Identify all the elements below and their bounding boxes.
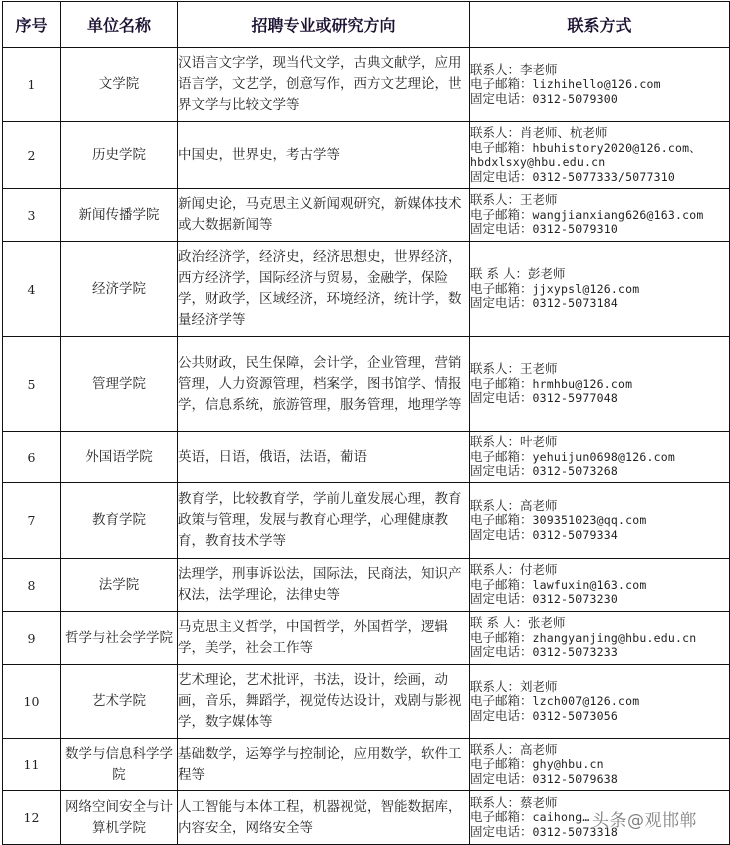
row-index: 8 xyxy=(3,559,61,612)
contact-phone: 固定电话：0312-5079638 xyxy=(470,770,618,786)
contact-person: 联系人：付老师 xyxy=(470,562,558,578)
row-field: 人工智能与本体工程，机器视觉，智能数据库，内容安全，网络安全等 xyxy=(178,791,470,845)
row-contact xyxy=(470,122,730,189)
contact-person: 联 系 人：彭老师 xyxy=(470,266,566,282)
contact-email[interactable]: 电子邮箱：yehuijun0698@126.com xyxy=(470,448,675,464)
table-row xyxy=(3,432,730,483)
row-field: 马克思主义哲学，中国哲学，外国哲学，逻辑学，美学，社会工作等 xyxy=(178,612,470,665)
contact-phone: 固定电话：0312-5977048 xyxy=(470,390,618,406)
contact-phone: 固定电话：0312-5079310 xyxy=(470,221,618,237)
contact-person: 联系人：王老师 xyxy=(470,192,558,208)
row-field: 政治经济学，经济史，经济思想史，世界经济，西方经济学，国际经济与贸易，金融学，保险学，财政学，区域经济，环境经济，统计学，数量经济学等 xyxy=(178,242,470,337)
table-row xyxy=(3,189,730,242)
row-unit: 网络空间安全与计算机学院 xyxy=(61,791,178,845)
row-contact xyxy=(470,665,730,739)
row-index: 7 xyxy=(3,483,61,559)
contact-phone: 固定电话：0312-5073184 xyxy=(470,295,618,311)
row-index: 12 xyxy=(3,791,61,845)
row-index: 3 xyxy=(3,189,61,242)
row-unit: 哲学与社会学学院 xyxy=(61,612,178,665)
contact-email[interactable]: 电子邮箱：lawfuxin@163.com xyxy=(470,576,647,592)
contact-phone: 固定电话：0312-5073318 xyxy=(470,823,618,839)
row-unit: 管理学院 xyxy=(61,337,178,432)
table-row xyxy=(3,122,730,189)
contact-phone: 固定电话：0312-5073268 xyxy=(470,463,618,479)
row-field: 汉语言文字学，现当代文学，古典文献学，应用语言学，文艺学，创意写作，西方文艺理论，世界文学与比较文学等 xyxy=(178,48,470,122)
contact-email[interactable]: 电子邮箱：wangjianxiang626@163.com xyxy=(470,206,704,222)
contact-phone: 固定电话：0312-5073056 xyxy=(470,707,618,723)
recruitment-table xyxy=(2,1,730,845)
row-index: 10 xyxy=(3,665,61,739)
contact-phone: 固定电话：0312-5073230 xyxy=(470,591,618,607)
contact-person: 联系人：肖老师、杭老师 xyxy=(470,125,608,140)
contact-person: 联 系 人：张老师 xyxy=(470,615,566,631)
row-field: 英语，日语，俄语，法语，葡语 xyxy=(178,432,470,483)
contact-phone: 固定电话：0312-5077333/5077310 xyxy=(470,168,675,184)
table-row xyxy=(3,337,730,432)
contact-person: 联系人：刘老师 xyxy=(470,678,558,694)
row-contact xyxy=(470,48,730,122)
row-unit: 艺术学院 xyxy=(61,665,178,739)
row-contact xyxy=(470,337,730,432)
contact-email[interactable]: 电子邮箱：lizhihello@126.com xyxy=(470,76,661,92)
row-field: 公共财政，民生保障，会计学，企业管理，营销管理，人力资源管理，档案学，图书馆学、情报学，信息系统，旅游管理，服务管理，地理学等 xyxy=(178,337,470,432)
contact-phone: 固定电话：0312-5079334 xyxy=(470,526,618,542)
row-field: 教育学，比较教育学，学前儿童发展心理，教育政策与管理，发展与教育心理学，心理健康教育，教育技术学等 xyxy=(178,483,470,559)
contact-email[interactable]: 电子邮箱：caihong… xyxy=(470,809,590,825)
table-row xyxy=(3,559,730,612)
row-contact xyxy=(470,559,730,612)
header-contact: 联系方式 xyxy=(470,2,730,48)
row-field: 艺术理论，艺术批评，书法，设计，绘画，动画，音乐，舞蹈学，视觉传达设计，戏剧与影视学，数字媒体等 xyxy=(178,665,470,739)
row-unit: 教育学院 xyxy=(61,483,178,559)
row-contact xyxy=(470,483,730,559)
header-index: 序号 xyxy=(3,2,61,48)
row-contact xyxy=(470,242,730,337)
contact-person: 联系人：蔡老师 xyxy=(470,794,558,810)
contact-person: 联系人：王老师 xyxy=(470,361,558,377)
contact-email[interactable]: 电子邮箱：lzch007@126.com xyxy=(470,693,640,709)
table-row xyxy=(3,48,730,122)
contact-email[interactable]: 电子邮箱：hrmhbu@126.com xyxy=(470,375,633,391)
row-contact xyxy=(470,612,730,665)
contact-email[interactable]: 电子邮箱：jjxypsl@126.com xyxy=(470,280,640,296)
row-unit: 经济学院 xyxy=(61,242,178,337)
contact-email[interactable]: 电子邮箱：ghy@hbu.cn xyxy=(470,756,604,772)
contact-person: 联系人：高老师 xyxy=(470,497,558,513)
row-contact xyxy=(470,739,730,791)
contact-email[interactable]: 电子邮箱：hbuhistory2020@126.com、 xyxy=(470,139,701,155)
header-field: 招聘专业或研究方向 xyxy=(178,2,470,48)
table-row xyxy=(3,612,730,665)
row-index: 9 xyxy=(3,612,61,665)
header-unit: 单位名称 xyxy=(61,2,178,48)
contact-email[interactable]: 电子邮箱：zhangyanjing@hbu.edu.cn xyxy=(470,629,697,645)
row-unit: 外国语学院 xyxy=(61,432,178,483)
row-index: 4 xyxy=(3,242,61,337)
row-contact xyxy=(470,189,730,242)
contact-person: 联系人：叶老师 xyxy=(470,434,558,450)
row-unit: 新闻传播学院 xyxy=(61,189,178,242)
row-unit: 数学与信息科学学院 xyxy=(61,739,178,791)
row-index: 2 xyxy=(3,122,61,189)
source-watermark: 头条@观邯郸 xyxy=(592,811,697,831)
row-field: 新闻史论，马克思主义新闻观研究，新媒体技术或大数据新闻等 xyxy=(178,189,470,242)
row-index: 5 xyxy=(3,337,61,432)
row-contact xyxy=(470,432,730,483)
contact-email-secondary[interactable]: hbdxlsxy@hbu.edu.cn xyxy=(470,155,606,169)
contact-phone: 固定电话：0312-5079300 xyxy=(470,90,618,106)
table-header-row xyxy=(3,2,730,48)
row-index: 6 xyxy=(3,432,61,483)
row-unit: 历史学院 xyxy=(61,122,178,189)
row-field: 中国史，世界史，考古学等 xyxy=(178,122,470,189)
table-row xyxy=(3,483,730,559)
table-row xyxy=(3,739,730,791)
row-field: 基础数学，运筹学与控制论，应用数学，软件工程等 xyxy=(178,739,470,791)
contact-phone: 固定电话：0312-5073233 xyxy=(470,644,618,660)
table-row xyxy=(3,242,730,337)
row-index: 1 xyxy=(3,48,61,122)
contact-person: 联系人：高老师 xyxy=(470,741,558,757)
contact-person: 联系人：李老师 xyxy=(470,61,558,77)
table-row xyxy=(3,665,730,739)
row-unit: 文学院 xyxy=(61,48,178,122)
row-unit: 法学院 xyxy=(61,559,178,612)
row-index: 11 xyxy=(3,739,61,791)
row-field: 法理学，刑事诉讼法，国际法，民商法，知识产权法，法学理论，法律史等 xyxy=(178,559,470,612)
contact-email[interactable]: 电子邮箱：309351023@qq.com xyxy=(470,512,647,528)
